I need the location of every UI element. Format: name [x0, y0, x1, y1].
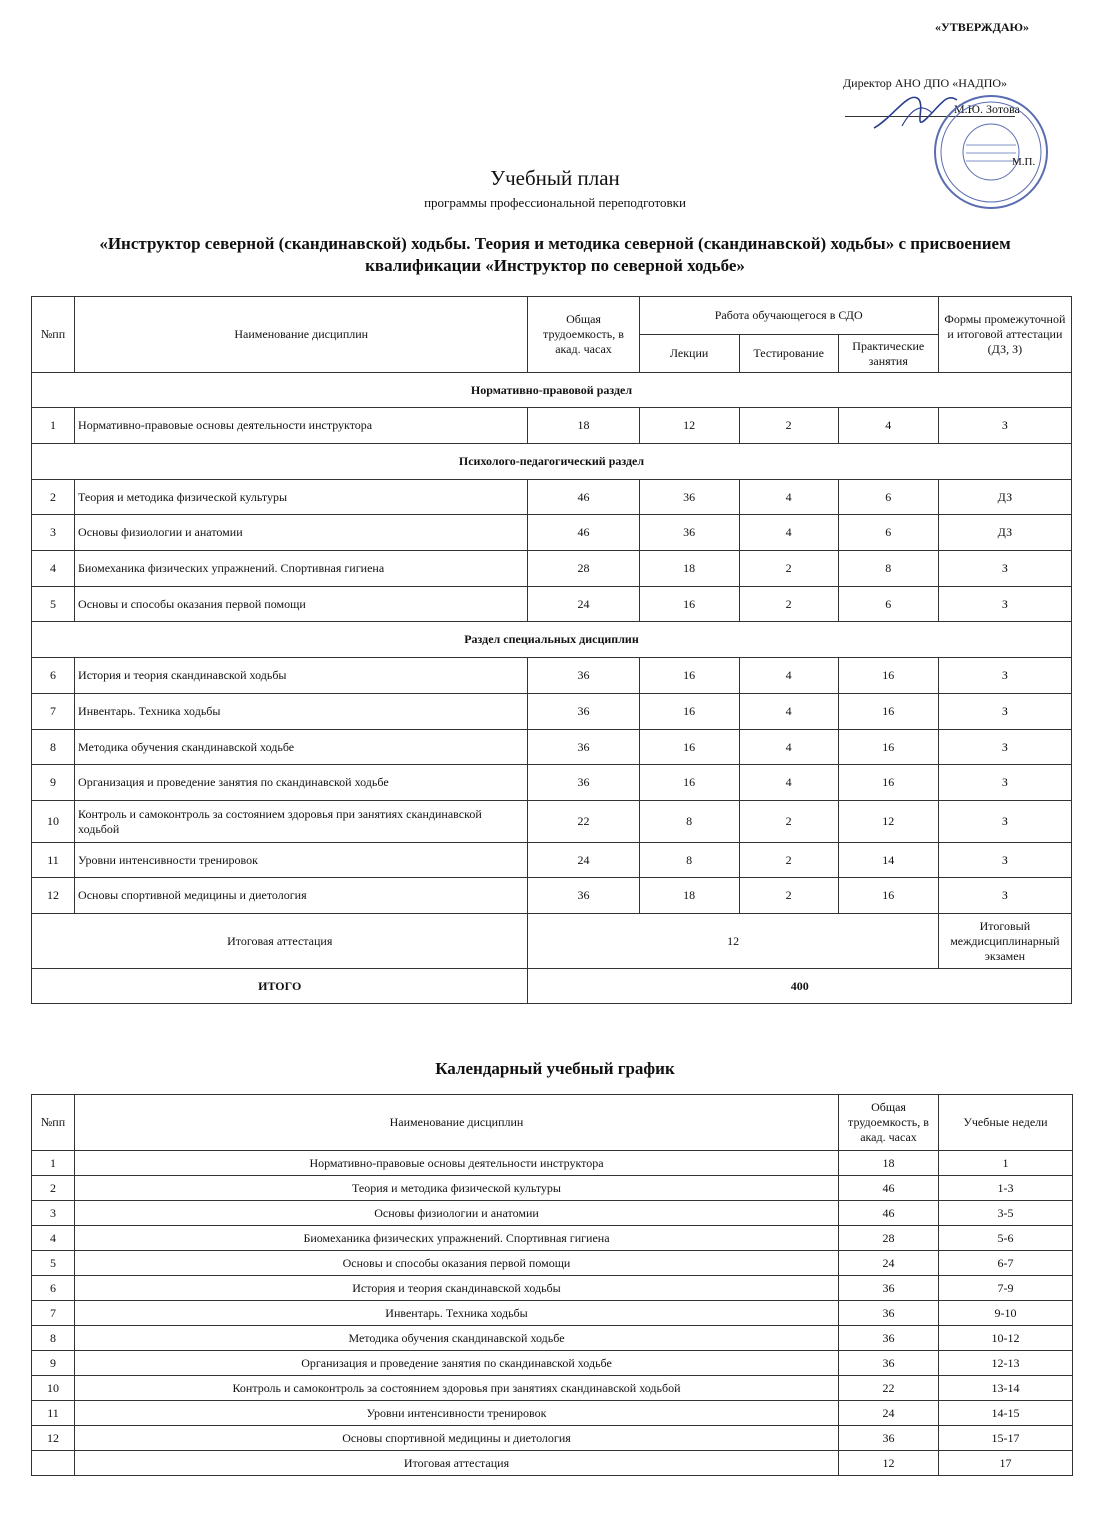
cell-total: 28 [528, 551, 639, 587]
cell-weeks: 12-13 [939, 1351, 1073, 1376]
section-title: Раздел специальных дисциплин [32, 622, 1072, 658]
cell-practice: 16 [838, 730, 938, 765]
cell-practice: 16 [838, 765, 938, 801]
cell-num: 7 [32, 1301, 75, 1326]
cell-name: Основы и способы оказания первой помощи [75, 1251, 839, 1276]
cell-name: Основы спортивной медицины и диетология [75, 878, 528, 914]
cal-header-num: №пп [32, 1095, 75, 1151]
cell-name: Уровни интенсивности тренировок [75, 843, 528, 878]
cell-name: Инвентарь. Техника ходьбы [75, 1301, 839, 1326]
table-row [32, 1426, 1073, 1451]
col-header-num: №пп [32, 297, 75, 373]
table-row [32, 1176, 1073, 1201]
table-row [32, 1151, 1073, 1176]
col-header-lectures: Лекции [639, 335, 739, 373]
cell-total: 36 [528, 765, 639, 801]
cell-lectures: 12 [639, 408, 739, 444]
cell-testing: 4 [739, 765, 838, 801]
cell-name: Итоговая аттестация [75, 1451, 839, 1476]
cell-name: Нормативно-правовые основы деятельности инструктора [75, 408, 528, 444]
cell-name: Методика обучения скандинавской ходьбе [75, 730, 528, 765]
study-plan-table [31, 296, 1072, 1004]
cell-practice: 16 [838, 658, 938, 694]
cell-total: 36 [528, 658, 639, 694]
calendar-title: Календарный учебный график [435, 1059, 675, 1078]
cell-practice: 6 [838, 587, 938, 622]
cell-form: З [938, 801, 1071, 843]
cell-total: 36 [528, 694, 639, 730]
stamp-place-label: М.П. [1012, 156, 1036, 168]
cell-name: Биомеханика физических упражнений. Спортивная гигиена [75, 1226, 839, 1251]
cell-num: 2 [32, 480, 75, 515]
cell-form: З [938, 765, 1071, 801]
cell-num: 9 [32, 765, 75, 801]
table-row [32, 1376, 1073, 1401]
cell-form: З [938, 843, 1071, 878]
cell-num: 10 [32, 801, 75, 843]
cell-lectures: 16 [639, 658, 739, 694]
final-attestation-row [32, 914, 1072, 969]
table-row [32, 1326, 1073, 1351]
cell-total: 18 [528, 408, 639, 444]
page-title: Учебный план [490, 166, 620, 190]
cell-name: Биомеханика физических упражнений. Спортивная гигиена [75, 551, 528, 587]
cell-total: 36 [839, 1426, 939, 1451]
cell-name: Методика обучения скандинавской ходьбе [75, 1326, 839, 1351]
col-header-total: Общая трудоемкость, в акад. часах [528, 297, 639, 373]
cell-testing: 2 [739, 587, 838, 622]
cell-testing: 2 [739, 801, 838, 843]
cell-name: История и теория скандинавской ходьбы [75, 1276, 839, 1301]
cell-practice: 8 [838, 551, 938, 587]
table-row [32, 658, 1072, 694]
calendar-table [31, 1094, 1073, 1476]
cell-total: 18 [839, 1151, 939, 1176]
cell-num: 9 [32, 1351, 75, 1376]
table-row [32, 408, 1072, 444]
cell-name: Организация и проведение занятия по скандинавской ходьбе [75, 1351, 839, 1376]
cell-name: История и теория скандинавской ходьбы [75, 658, 528, 694]
table-row [32, 1226, 1073, 1251]
table-row [32, 730, 1072, 765]
cell-num: 5 [32, 587, 75, 622]
cell-weeks: 6-7 [939, 1251, 1073, 1276]
table-row [32, 587, 1072, 622]
col-header-name: Наименование дисциплин [75, 297, 528, 373]
col-header-forms: Формы промежуточной и итоговой аттестации (ДЗ, З) [938, 297, 1071, 373]
table-row [32, 1301, 1073, 1326]
cell-weeks: 15-17 [939, 1426, 1073, 1451]
cell-testing: 2 [739, 843, 838, 878]
cell-lectures: 18 [639, 551, 739, 587]
cell-form: З [938, 878, 1071, 914]
cell-name: Теория и методика физической культуры [75, 1176, 839, 1201]
table-row [32, 765, 1072, 801]
cell-form: ДЗ [938, 480, 1071, 515]
cell-total: 24 [839, 1401, 939, 1426]
cell-weeks: 13-14 [939, 1376, 1073, 1401]
cell-weeks: 7-9 [939, 1276, 1073, 1301]
cell-total: 24 [528, 587, 639, 622]
section-title: Нормативно-правовой раздел [32, 373, 1072, 408]
cell-total: 28 [839, 1226, 939, 1251]
cal-header-name: Наименование дисциплин [75, 1095, 839, 1151]
cell-weeks: 10-12 [939, 1326, 1073, 1351]
cal-header-weeks: Учебные недели [939, 1095, 1073, 1151]
cell-total: 46 [839, 1176, 939, 1201]
cell-name: Основы спортивной медицины и диетология [75, 1426, 839, 1451]
cell-num: 3 [32, 515, 75, 551]
director-title: Директор АНО ДПО «НАДПО» [843, 76, 1008, 90]
table-row [32, 1451, 1073, 1476]
table-row [32, 551, 1072, 587]
cell-num: 3 [32, 1201, 75, 1226]
table-row [32, 1401, 1073, 1426]
cell-name: Уровни интенсивности тренировок [75, 1401, 839, 1426]
cell-num: 5 [32, 1251, 75, 1276]
cell-total: 36 [528, 730, 639, 765]
cell-num: 7 [32, 694, 75, 730]
col-header-testing: Тестирование [739, 335, 838, 373]
cal-header-total: Общая трудоемкость, в акад. часах [839, 1095, 939, 1151]
cell-num: 10 [32, 1376, 75, 1401]
table-row [32, 878, 1072, 914]
cell-weeks: 17 [939, 1451, 1073, 1476]
cell-total: 36 [839, 1276, 939, 1301]
cell-num: 8 [32, 1326, 75, 1351]
cell-num [32, 1451, 75, 1476]
cell-name: Основы физиологии и анатомии [75, 515, 528, 551]
cell-num: 6 [32, 1276, 75, 1301]
table-row [32, 1276, 1073, 1301]
cell-name: Нормативно-правовые основы деятельности инструктора [75, 1151, 839, 1176]
cell-form: ДЗ [938, 515, 1071, 551]
cell-num: 11 [32, 843, 75, 878]
cell-form: З [938, 694, 1071, 730]
cell-total: 36 [839, 1351, 939, 1376]
cell-total: 22 [839, 1376, 939, 1401]
cell-weeks: 3-5 [939, 1201, 1073, 1226]
cell-practice: 12 [838, 801, 938, 843]
table-row [32, 480, 1072, 515]
cell-num: 2 [32, 1176, 75, 1201]
final-hours: 12 [528, 914, 938, 969]
total-label: ИТОГО [32, 969, 528, 1004]
cell-practice: 16 [838, 694, 938, 730]
cell-total: 22 [528, 801, 639, 843]
cell-name: Основы физиологии и анатомии [75, 1201, 839, 1226]
table-row [32, 801, 1072, 843]
cell-total: 12 [839, 1451, 939, 1476]
cell-lectures: 8 [639, 843, 739, 878]
cell-total: 46 [528, 515, 639, 551]
cell-total: 46 [839, 1201, 939, 1226]
cell-form: З [938, 730, 1071, 765]
cell-num: 11 [32, 1401, 75, 1426]
cell-lectures: 36 [639, 515, 739, 551]
total-hours: 400 [528, 969, 1072, 1004]
cell-name: Контроль и самоконтроль за состоянием здоровья при занятиях скандинавской ходьбой [75, 1376, 839, 1401]
cell-weeks: 14-15 [939, 1401, 1073, 1426]
program-title: «Инструктор северной (скандинавской) ходьбы. Теория и методика северной (скандинавской) ходьбы» с присвоением квалификации «Инструктор по северной ходьбе» [99, 234, 1011, 275]
cell-testing: 4 [739, 730, 838, 765]
cell-lectures: 16 [639, 765, 739, 801]
cell-practice: 16 [838, 878, 938, 914]
cell-weeks: 1-3 [939, 1176, 1073, 1201]
cell-name: Контроль и самоконтроль за состоянием здоровья при занятиях скандинавской ходьбой [75, 801, 528, 843]
cell-name: Основы и способы оказания первой помощи [75, 587, 528, 622]
cell-name: Инвентарь. Техника ходьбы [75, 694, 528, 730]
table-row [32, 1351, 1073, 1376]
cell-form: З [938, 551, 1071, 587]
cell-num: 12 [32, 1426, 75, 1451]
cell-name: Теория и методика физической культуры [75, 480, 528, 515]
cell-form: З [938, 408, 1071, 444]
cell-total: 36 [839, 1301, 939, 1326]
cell-lectures: 16 [639, 587, 739, 622]
cell-testing: 4 [739, 480, 838, 515]
final-label: Итоговая аттестация [32, 914, 528, 969]
cell-weeks: 5-6 [939, 1226, 1073, 1251]
cell-total: 24 [528, 843, 639, 878]
page-subtitle: программы профессиональной переподготовки [424, 195, 686, 210]
table-row [32, 515, 1072, 551]
table-row [32, 694, 1072, 730]
approval-heading: «УТВЕРЖДАЮ» [935, 20, 1030, 34]
cell-lectures: 16 [639, 694, 739, 730]
cell-total: 36 [839, 1326, 939, 1351]
cell-lectures: 16 [639, 730, 739, 765]
cell-testing: 4 [739, 658, 838, 694]
cell-num: 1 [32, 1151, 75, 1176]
cell-form: З [938, 587, 1071, 622]
section-title: Психолого-педагогический раздел [32, 444, 1072, 480]
table-row [32, 843, 1072, 878]
cell-form: З [938, 658, 1071, 694]
cell-num: 12 [32, 878, 75, 914]
cell-practice: 14 [838, 843, 938, 878]
table-row [32, 1201, 1073, 1226]
cell-total: 46 [528, 480, 639, 515]
cell-lectures: 36 [639, 480, 739, 515]
col-header-work: Работа обучающегося в СДО [639, 297, 938, 335]
cell-weeks: 1 [939, 1151, 1073, 1176]
cell-num: 4 [32, 1226, 75, 1251]
seal-stamp-icon [932, 93, 1050, 211]
cell-total: 36 [528, 878, 639, 914]
cell-practice: 4 [838, 408, 938, 444]
cell-testing: 4 [739, 515, 838, 551]
cell-practice: 6 [838, 515, 938, 551]
cell-testing: 2 [739, 408, 838, 444]
cell-testing: 2 [739, 878, 838, 914]
cell-num: 6 [32, 658, 75, 694]
cell-practice: 6 [838, 480, 938, 515]
cell-num: 4 [32, 551, 75, 587]
cell-testing: 2 [739, 551, 838, 587]
col-header-practice: Практические занятия [838, 335, 938, 373]
total-row [32, 969, 1072, 1004]
cell-total: 24 [839, 1251, 939, 1276]
signer-name: М.Ю. Зотова [954, 102, 1020, 116]
cell-name: Организация и проведение занятия по скандинавской ходьбе [75, 765, 528, 801]
cell-testing: 4 [739, 694, 838, 730]
cell-num: 1 [32, 408, 75, 444]
cell-num: 8 [32, 730, 75, 765]
final-form: Итоговый междисциплинарный экзамен [938, 914, 1071, 969]
table-row [32, 1251, 1073, 1276]
cell-weeks: 9-10 [939, 1301, 1073, 1326]
cell-lectures: 18 [639, 878, 739, 914]
cell-lectures: 8 [639, 801, 739, 843]
